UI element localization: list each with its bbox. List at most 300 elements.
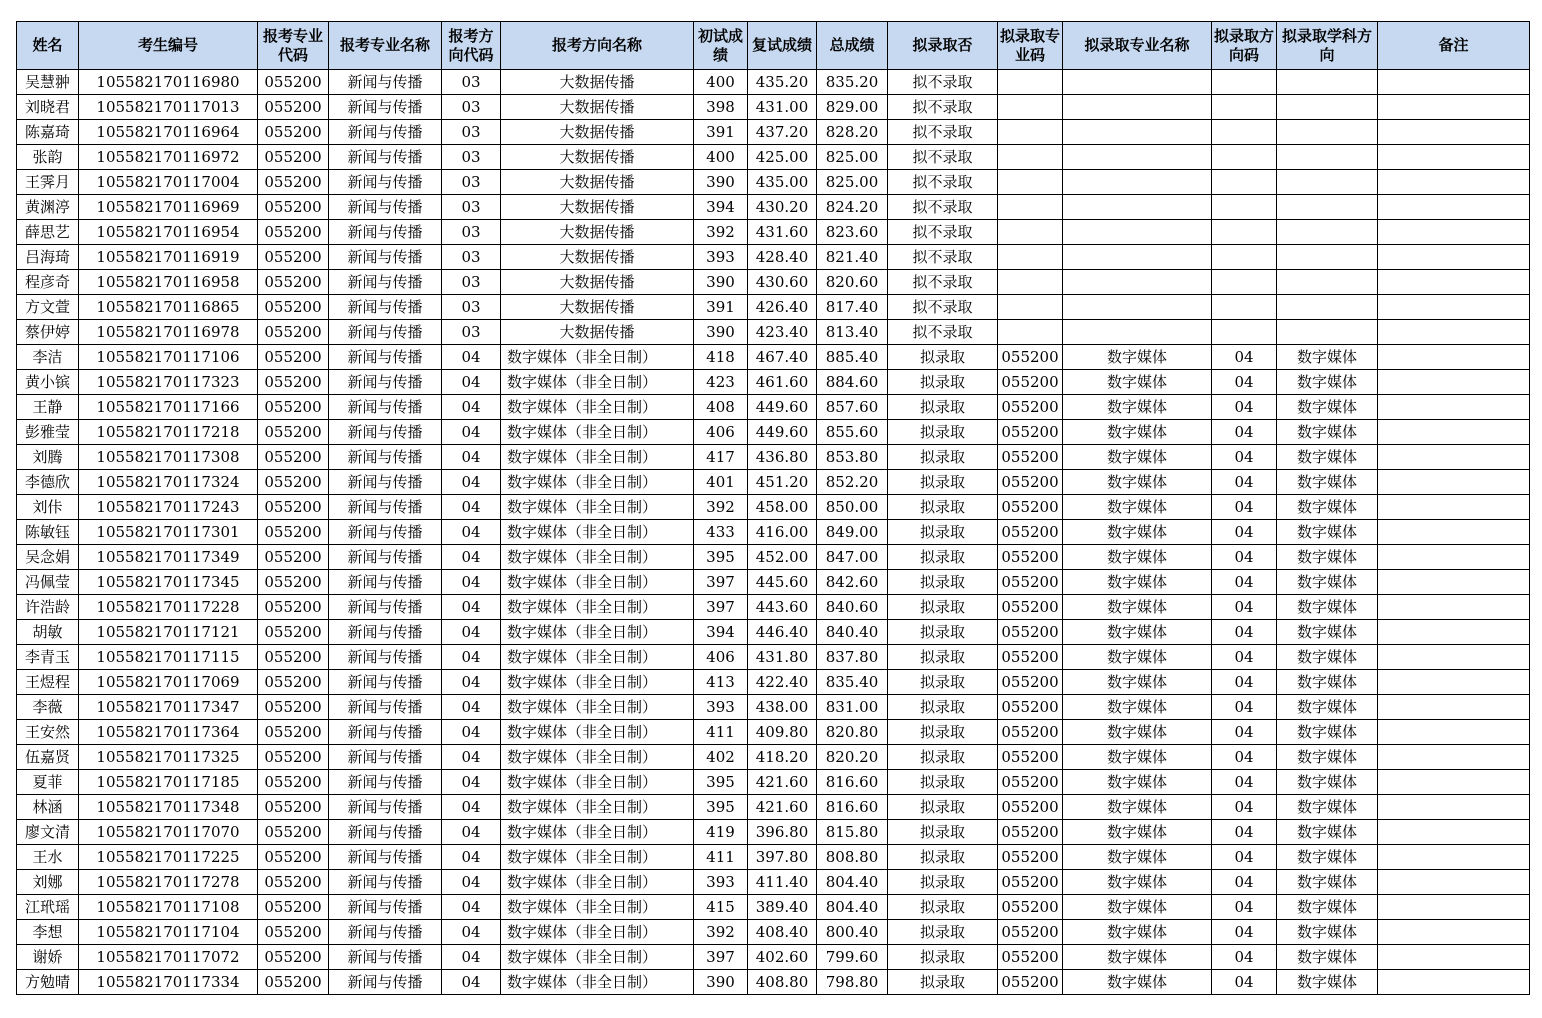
cell-name: 刘娜	[17, 870, 79, 895]
cell-initial-score: 390	[694, 170, 748, 195]
cell-direction-name: 数字媒体（非全日制）	[501, 895, 694, 920]
cell-major-code: 055200	[258, 570, 329, 595]
cell-admit-direction-code	[1212, 270, 1277, 295]
cell-admit-major-name: 数字媒体	[1063, 595, 1212, 620]
cell-total-score: 829.00	[817, 95, 888, 120]
cell-retest-score: 443.60	[748, 595, 817, 620]
cell-retest-score: 446.40	[748, 620, 817, 645]
cell-remarks	[1378, 720, 1530, 745]
cell-retest-score: 445.60	[748, 570, 817, 595]
cell-direction-code: 04	[442, 745, 501, 770]
cell-admit-major-name	[1063, 220, 1212, 245]
cell-major-code: 055200	[258, 845, 329, 870]
cell-initial-score: 402	[694, 745, 748, 770]
cell-admit-major-code: 055200	[998, 845, 1063, 870]
cell-remarks	[1378, 395, 1530, 420]
cell-admit-major-code: 055200	[998, 545, 1063, 570]
cell-admit-status: 拟录取	[888, 345, 998, 370]
cell-direction-code: 04	[442, 545, 501, 570]
cell-retest-score: 431.80	[748, 645, 817, 670]
cell-initial-score: 395	[694, 545, 748, 570]
cell-admit-direction-code: 04	[1212, 845, 1277, 870]
cell-remarks	[1378, 95, 1530, 120]
cell-exam-id: 105582170117349	[79, 545, 258, 570]
cell-major-code: 055200	[258, 545, 329, 570]
cell-major-name: 新闻与传播	[329, 795, 442, 820]
header-name: 姓名	[17, 22, 79, 70]
cell-remarks	[1378, 945, 1530, 970]
cell-admit-major-code: 055200	[998, 870, 1063, 895]
cell-name: 黄小镔	[17, 370, 79, 395]
cell-admit-status: 拟录取	[888, 445, 998, 470]
cell-total-score: 800.40	[817, 920, 888, 945]
cell-exam-id: 105582170116964	[79, 120, 258, 145]
cell-admit-status: 拟不录取	[888, 195, 998, 220]
cell-admit-direction-code: 04	[1212, 495, 1277, 520]
cell-direction-name: 数字媒体（非全日制）	[501, 695, 694, 720]
cell-remarks	[1378, 220, 1530, 245]
cell-exam-id: 105582170116969	[79, 195, 258, 220]
cell-admit-direction-code	[1212, 320, 1277, 345]
table-row	[17, 545, 1530, 570]
cell-remarks	[1378, 795, 1530, 820]
cell-admit-direction-code	[1212, 170, 1277, 195]
cell-total-score: 842.60	[817, 570, 888, 595]
cell-direction-name: 数字媒体（非全日制）	[501, 945, 694, 970]
cell-admit-status: 拟录取	[888, 720, 998, 745]
cell-total-score: 815.80	[817, 820, 888, 845]
cell-admit-major-name: 数字媒体	[1063, 770, 1212, 795]
cell-admit-major-name	[1063, 120, 1212, 145]
table-row	[17, 595, 1530, 620]
cell-admit-major-code: 055200	[998, 645, 1063, 670]
cell-major-code: 055200	[258, 920, 329, 945]
cell-admit-major-code: 055200	[998, 595, 1063, 620]
cell-direction-code: 04	[442, 370, 501, 395]
cell-total-score: 820.20	[817, 745, 888, 770]
cell-admit-major-code: 055200	[998, 945, 1063, 970]
cell-direction-code: 04	[442, 620, 501, 645]
cell-direction-code: 03	[442, 120, 501, 145]
cell-major-code: 055200	[258, 670, 329, 695]
cell-major-code: 055200	[258, 795, 329, 820]
cell-major-name: 新闻与传播	[329, 695, 442, 720]
cell-admit-direction-code: 04	[1212, 445, 1277, 470]
cell-direction-name: 大数据传播	[501, 295, 694, 320]
cell-admit-direction: 数字媒体	[1277, 570, 1378, 595]
cell-admit-direction-code	[1212, 220, 1277, 245]
cell-admit-direction	[1277, 70, 1378, 95]
table-row	[17, 770, 1530, 795]
cell-admit-direction: 数字媒体	[1277, 695, 1378, 720]
cell-direction-code: 03	[442, 220, 501, 245]
cell-name: 王安然	[17, 720, 79, 745]
table-row	[17, 795, 1530, 820]
cell-direction-code: 03	[442, 270, 501, 295]
cell-remarks	[1378, 70, 1530, 95]
cell-admit-status: 拟录取	[888, 895, 998, 920]
cell-name: 谢娇	[17, 945, 79, 970]
cell-exam-id: 105582170116972	[79, 145, 258, 170]
table-row	[17, 945, 1530, 970]
cell-exam-id: 105582170117348	[79, 795, 258, 820]
cell-remarks	[1378, 645, 1530, 670]
cell-retest-score: 431.00	[748, 95, 817, 120]
cell-major-name: 新闻与传播	[329, 320, 442, 345]
header-admit-major-code: 拟录取专业码	[998, 22, 1063, 70]
cell-direction-name: 大数据传播	[501, 220, 694, 245]
cell-admit-major-code	[998, 320, 1063, 345]
cell-name: 李德欣	[17, 470, 79, 495]
cell-admit-direction	[1277, 145, 1378, 170]
cell-admit-direction	[1277, 170, 1378, 195]
cell-major-name: 新闻与传播	[329, 670, 442, 695]
cell-total-score: 852.20	[817, 470, 888, 495]
cell-major-name: 新闻与传播	[329, 745, 442, 770]
cell-remarks	[1378, 445, 1530, 470]
cell-direction-code: 04	[442, 920, 501, 945]
cell-name: 彭雅莹	[17, 420, 79, 445]
cell-name: 刘腾	[17, 445, 79, 470]
cell-remarks	[1378, 245, 1530, 270]
cell-direction-code: 03	[442, 170, 501, 195]
cell-name: 冯佩莹	[17, 570, 79, 595]
cell-retest-score: 449.60	[748, 395, 817, 420]
cell-major-code: 055200	[258, 695, 329, 720]
cell-admit-major-code: 055200	[998, 770, 1063, 795]
cell-admit-major-name: 数字媒体	[1063, 395, 1212, 420]
cell-major-name: 新闻与传播	[329, 720, 442, 745]
cell-admit-major-code	[998, 70, 1063, 95]
cell-total-score: 813.40	[817, 320, 888, 345]
cell-retest-score: 452.00	[748, 545, 817, 570]
table-row	[17, 695, 1530, 720]
cell-admit-status: 拟录取	[888, 845, 998, 870]
cell-admit-direction-code: 04	[1212, 670, 1277, 695]
cell-exam-id: 105582170117345	[79, 570, 258, 595]
cell-admit-direction-code	[1212, 145, 1277, 170]
cell-name: 李薇	[17, 695, 79, 720]
cell-major-name: 新闻与传播	[329, 295, 442, 320]
cell-direction-code: 04	[442, 595, 501, 620]
cell-admit-status: 拟不录取	[888, 170, 998, 195]
cell-admit-status: 拟录取	[888, 470, 998, 495]
cell-initial-score: 417	[694, 445, 748, 470]
cell-admit-major-name: 数字媒体	[1063, 520, 1212, 545]
cell-name: 廖文清	[17, 820, 79, 845]
table-row	[17, 445, 1530, 470]
cell-admit-direction-code: 04	[1212, 945, 1277, 970]
cell-direction-name: 数字媒体（非全日制）	[501, 670, 694, 695]
cell-admit-status: 拟录取	[888, 945, 998, 970]
cell-admit-direction: 数字媒体	[1277, 645, 1378, 670]
cell-admit-direction-code: 04	[1212, 520, 1277, 545]
cell-major-code: 055200	[258, 720, 329, 745]
cell-admit-status: 拟录取	[888, 920, 998, 945]
cell-total-score: 825.00	[817, 145, 888, 170]
cell-retest-score: 437.20	[748, 120, 817, 145]
cell-remarks	[1378, 295, 1530, 320]
cell-admit-status: 拟录取	[888, 570, 998, 595]
cell-direction-code: 03	[442, 95, 501, 120]
cell-direction-code: 03	[442, 145, 501, 170]
cell-remarks	[1378, 745, 1530, 770]
cell-admit-major-name: 数字媒体	[1063, 920, 1212, 945]
cell-admit-major-name	[1063, 295, 1212, 320]
cell-exam-id: 105582170116954	[79, 220, 258, 245]
cell-total-score: 884.60	[817, 370, 888, 395]
cell-direction-name: 数字媒体（非全日制）	[501, 620, 694, 645]
cell-total-score: 799.60	[817, 945, 888, 970]
cell-major-code: 055200	[258, 645, 329, 670]
cell-direction-name: 数字媒体（非全日制）	[501, 520, 694, 545]
cell-name: 方勉晴	[17, 970, 79, 995]
cell-admit-direction-code: 04	[1212, 570, 1277, 595]
cell-name: 刘佧	[17, 495, 79, 520]
cell-admit-major-code: 055200	[998, 520, 1063, 545]
cell-major-name: 新闻与传播	[329, 870, 442, 895]
cell-admit-major-code: 055200	[998, 970, 1063, 995]
cell-admit-direction: 数字媒体	[1277, 420, 1378, 445]
cell-name: 许浩龄	[17, 595, 79, 620]
cell-major-name: 新闻与传播	[329, 445, 442, 470]
cell-initial-score: 398	[694, 95, 748, 120]
cell-admit-direction-code: 04	[1212, 420, 1277, 445]
cell-admit-status: 拟不录取	[888, 295, 998, 320]
cell-initial-score: 406	[694, 420, 748, 445]
cell-remarks	[1378, 420, 1530, 445]
cell-direction-name: 数字媒体（非全日制）	[501, 595, 694, 620]
cell-direction-name: 数字媒体（非全日制）	[501, 770, 694, 795]
cell-major-name: 新闻与传播	[329, 345, 442, 370]
cell-direction-code: 04	[442, 895, 501, 920]
cell-retest-score: 435.20	[748, 70, 817, 95]
cell-major-name: 新闻与传播	[329, 95, 442, 120]
cell-total-score: 840.40	[817, 620, 888, 645]
cell-retest-score: 389.40	[748, 895, 817, 920]
cell-admit-major-code	[998, 120, 1063, 145]
table-row	[17, 970, 1530, 995]
cell-exam-id: 105582170117004	[79, 170, 258, 195]
cell-admit-direction-code: 04	[1212, 470, 1277, 495]
cell-admit-major-name: 数字媒体	[1063, 795, 1212, 820]
cell-admit-direction	[1277, 195, 1378, 220]
cell-direction-code: 03	[442, 70, 501, 95]
cell-admit-direction-code: 04	[1212, 595, 1277, 620]
cell-major-code: 055200	[258, 420, 329, 445]
cell-initial-score: 393	[694, 695, 748, 720]
cell-admit-major-code	[998, 145, 1063, 170]
cell-direction-name: 数字媒体（非全日制）	[501, 345, 694, 370]
cell-major-name: 新闻与传播	[329, 845, 442, 870]
cell-admit-major-name: 数字媒体	[1063, 695, 1212, 720]
cell-direction-code: 04	[442, 520, 501, 545]
cell-major-code: 055200	[258, 345, 329, 370]
header-retest-score: 复试成绩	[748, 22, 817, 70]
cell-initial-score: 393	[694, 245, 748, 270]
cell-admit-direction-code	[1212, 120, 1277, 145]
cell-major-name: 新闻与传播	[329, 170, 442, 195]
cell-retest-score: 402.60	[748, 945, 817, 970]
cell-name: 李洁	[17, 345, 79, 370]
cell-initial-score: 397	[694, 570, 748, 595]
cell-admit-direction-code: 04	[1212, 920, 1277, 945]
cell-admit-status: 拟录取	[888, 870, 998, 895]
cell-total-score: 885.40	[817, 345, 888, 370]
cell-name: 李想	[17, 920, 79, 945]
cell-direction-name: 数字媒体（非全日制）	[501, 870, 694, 895]
cell-direction-code: 04	[442, 695, 501, 720]
cell-admit-major-name: 数字媒体	[1063, 370, 1212, 395]
cell-major-name: 新闻与传播	[329, 195, 442, 220]
cell-admit-status: 拟录取	[888, 695, 998, 720]
header-remarks: 备注	[1378, 22, 1530, 70]
cell-direction-name: 数字媒体（非全日制）	[501, 470, 694, 495]
cell-admit-major-code	[998, 170, 1063, 195]
cell-direction-name: 大数据传播	[501, 70, 694, 95]
cell-remarks	[1378, 345, 1530, 370]
cell-total-score: 804.40	[817, 895, 888, 920]
cell-admit-direction-code: 04	[1212, 745, 1277, 770]
cell-total-score: 855.60	[817, 420, 888, 445]
cell-admit-major-code	[998, 270, 1063, 295]
cell-admit-direction-code: 04	[1212, 870, 1277, 895]
cell-remarks	[1378, 545, 1530, 570]
header-initial-score: 初试成绩	[694, 22, 748, 70]
cell-retest-score: 430.60	[748, 270, 817, 295]
header-direction-code: 报考方向代码	[442, 22, 501, 70]
cell-direction-code: 04	[442, 970, 501, 995]
cell-admit-direction-code: 04	[1212, 370, 1277, 395]
cell-retest-score: 409.80	[748, 720, 817, 745]
table-row	[17, 520, 1530, 545]
cell-admit-direction-code: 04	[1212, 970, 1277, 995]
cell-admit-major-code	[998, 95, 1063, 120]
cell-admit-direction: 数字媒体	[1277, 945, 1378, 970]
cell-admit-direction: 数字媒体	[1277, 545, 1378, 570]
cell-admit-status: 拟录取	[888, 595, 998, 620]
cell-initial-score: 390	[694, 320, 748, 345]
table-row	[17, 220, 1530, 245]
cell-major-name: 新闻与传播	[329, 920, 442, 945]
cell-major-name: 新闻与传播	[329, 895, 442, 920]
cell-total-score: 835.20	[817, 70, 888, 95]
cell-direction-name: 数字媒体（非全日制）	[501, 570, 694, 595]
cell-admit-major-name: 数字媒体	[1063, 870, 1212, 895]
cell-major-name: 新闻与传播	[329, 420, 442, 445]
header-admit-status: 拟录取否	[888, 22, 998, 70]
cell-admit-status: 拟不录取	[888, 145, 998, 170]
cell-major-name: 新闻与传播	[329, 970, 442, 995]
admission-table	[16, 21, 1530, 995]
cell-major-code: 055200	[258, 145, 329, 170]
cell-exam-id: 105582170117185	[79, 770, 258, 795]
cell-admit-major-name	[1063, 195, 1212, 220]
table-row	[17, 820, 1530, 845]
table-row	[17, 570, 1530, 595]
cell-exam-id: 105582170117301	[79, 520, 258, 545]
cell-admit-status: 拟不录取	[888, 245, 998, 270]
cell-direction-code: 04	[442, 470, 501, 495]
header-major-code: 报考专业代码	[258, 22, 329, 70]
cell-retest-score: 411.40	[748, 870, 817, 895]
table-row	[17, 95, 1530, 120]
cell-admit-status: 拟录取	[888, 670, 998, 695]
cell-direction-name: 数字媒体（非全日制）	[501, 545, 694, 570]
cell-admit-major-name	[1063, 245, 1212, 270]
cell-name: 江玳瑶	[17, 895, 79, 920]
cell-admit-major-name: 数字媒体	[1063, 970, 1212, 995]
cell-major-code: 055200	[258, 495, 329, 520]
cell-exam-id: 105582170117108	[79, 895, 258, 920]
cell-direction-name: 数字媒体（非全日制）	[501, 845, 694, 870]
table-row	[17, 895, 1530, 920]
cell-exam-id: 105582170117069	[79, 670, 258, 695]
cell-major-code: 055200	[258, 595, 329, 620]
cell-admit-direction: 数字媒体	[1277, 820, 1378, 845]
header-direction-name: 报考方向名称	[501, 22, 694, 70]
cell-initial-score: 400	[694, 70, 748, 95]
cell-remarks	[1378, 595, 1530, 620]
table-row	[17, 270, 1530, 295]
cell-major-name: 新闻与传播	[329, 270, 442, 295]
cell-admit-major-name: 数字媒体	[1063, 345, 1212, 370]
cell-major-code: 055200	[258, 520, 329, 545]
cell-total-score: 798.80	[817, 970, 888, 995]
cell-admit-direction: 数字媒体	[1277, 845, 1378, 870]
header-admit-direction-code: 拟录取方向码	[1212, 22, 1277, 70]
cell-admit-major-name: 数字媒体	[1063, 720, 1212, 745]
cell-major-code: 055200	[258, 370, 329, 395]
cell-retest-score: 438.00	[748, 695, 817, 720]
cell-major-code: 055200	[258, 820, 329, 845]
cell-direction-name: 大数据传播	[501, 320, 694, 345]
cell-direction-name: 大数据传播	[501, 270, 694, 295]
cell-direction-code: 04	[442, 395, 501, 420]
cell-direction-name: 数字媒体（非全日制）	[501, 645, 694, 670]
cell-retest-score: 421.60	[748, 770, 817, 795]
cell-direction-code: 04	[442, 870, 501, 895]
cell-major-code: 055200	[258, 270, 329, 295]
cell-admit-major-code: 055200	[998, 420, 1063, 445]
cell-retest-score: 416.00	[748, 520, 817, 545]
cell-admit-status: 拟录取	[888, 620, 998, 645]
cell-major-name: 新闻与传播	[329, 395, 442, 420]
cell-retest-score: 425.00	[748, 145, 817, 170]
cell-admit-direction-code	[1212, 245, 1277, 270]
cell-initial-score: 423	[694, 370, 748, 395]
cell-major-name: 新闻与传播	[329, 570, 442, 595]
table-row	[17, 620, 1530, 645]
cell-admit-direction-code	[1212, 295, 1277, 320]
cell-retest-score: 426.40	[748, 295, 817, 320]
cell-direction-name: 数字媒体（非全日制）	[501, 970, 694, 995]
cell-name: 吴慧翀	[17, 70, 79, 95]
header-admit-major-name: 拟录取专业名称	[1063, 22, 1212, 70]
cell-admit-major-code	[998, 245, 1063, 270]
table-row	[17, 245, 1530, 270]
table-row	[17, 470, 1530, 495]
cell-remarks	[1378, 320, 1530, 345]
cell-major-name: 新闻与传播	[329, 645, 442, 670]
header-total-score: 总成绩	[817, 22, 888, 70]
cell-retest-score: 449.60	[748, 420, 817, 445]
table-row	[17, 320, 1530, 345]
cell-exam-id: 105582170117218	[79, 420, 258, 445]
cell-exam-id: 105582170117106	[79, 345, 258, 370]
cell-major-code: 055200	[258, 945, 329, 970]
cell-admit-major-name: 数字媒体	[1063, 845, 1212, 870]
